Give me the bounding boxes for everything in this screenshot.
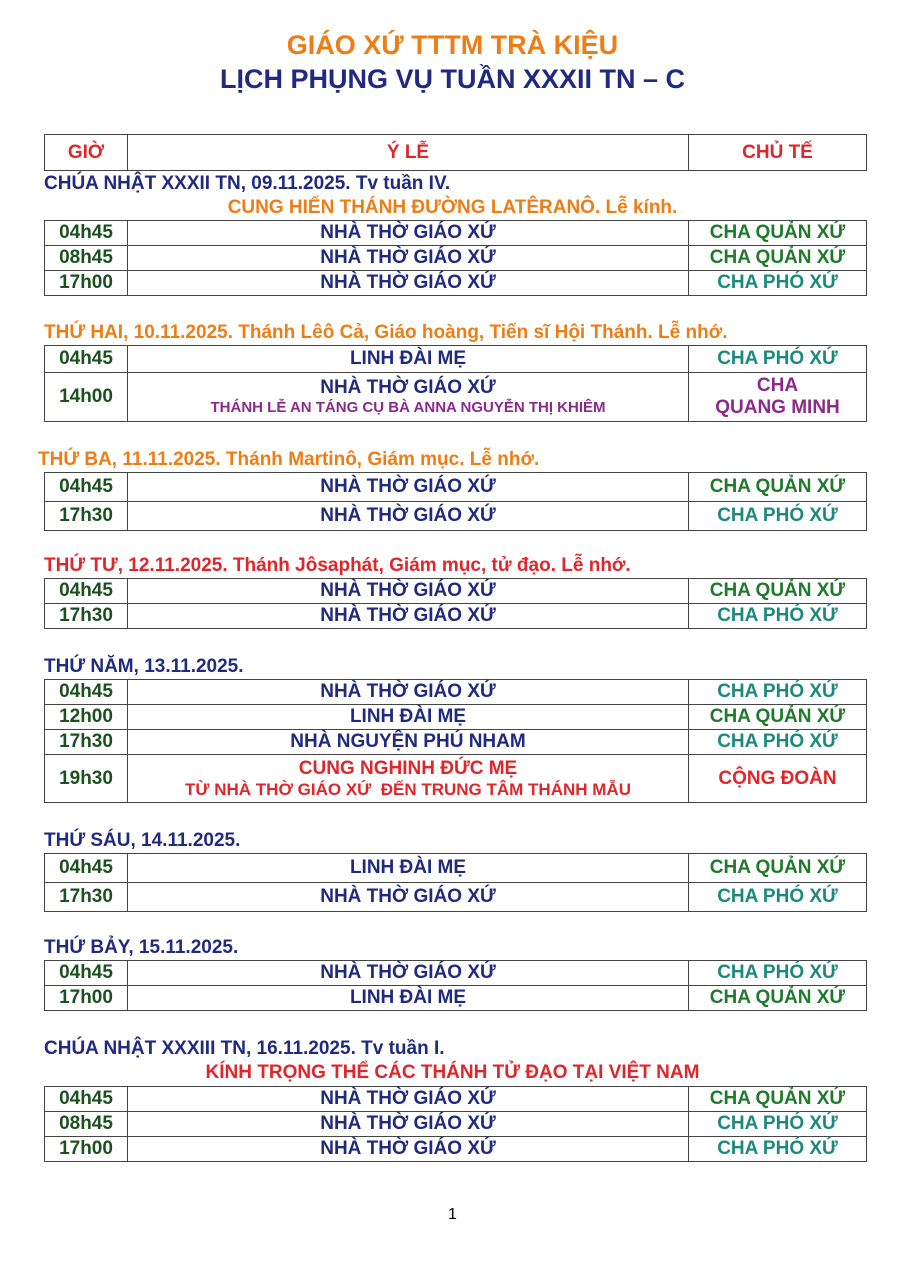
table-row (45, 246, 867, 271)
header-celebrant: CHỦ TẾ (689, 135, 867, 171)
place-cell: NHÀ THỜ GIÁO XỨ (128, 473, 689, 502)
place-cell: NHÀ NGUYỆN PHÚ NHAM (128, 730, 689, 755)
celebrant-cell: CHA PHÓ XỨ (689, 883, 867, 912)
place-cell: NHÀ THỜ GIÁO XỨ (128, 604, 689, 629)
table-row (45, 346, 867, 373)
celebrant-cell (689, 373, 867, 422)
page-number: 1 (448, 1206, 457, 1223)
day-heading: CHÚA NHẬT XXXIII TN, 16.11.2025. Tv tuần I. (44, 1038, 445, 1059)
time-cell: 04h45 (45, 961, 128, 986)
time-cell: 14h00 (45, 373, 128, 422)
celebrant-cell: CHA QUẢN XỨ (689, 1087, 867, 1112)
place-cell: NHÀ THỜ GIÁO XỨ (128, 1087, 689, 1112)
time-cell: 04h45 (45, 680, 128, 705)
celebrant-cell: CHA QUẢN XỨ (689, 705, 867, 730)
day-table (44, 345, 867, 422)
table-row (45, 221, 867, 246)
celebrant-cell: CHA QUẢN XỨ (689, 579, 867, 604)
time-cell: 17h00 (45, 986, 128, 1011)
day-heading: THỨ TƯ, 12.11.2025. Thánh Jôsaphát, Giám mục, tử đạo. Lễ nhớ. (44, 555, 631, 576)
table-row (45, 473, 867, 502)
celebrant-cell: CHA PHÓ XỨ (689, 502, 867, 531)
place-main: NHÀ THỜ GIÁO XỨ (320, 377, 496, 398)
place-main: CUNG NGHINH ĐỨC MẸ (298, 757, 518, 779)
celebrant-cell: CHA QUẢN XỨ (689, 246, 867, 271)
table-row (45, 961, 867, 986)
table-row (45, 755, 867, 803)
place-cell: LINH ĐÀI MẸ (128, 986, 689, 1011)
celebrant-line-2: QUANG MINH (715, 397, 840, 418)
place-cell: NHÀ THỜ GIÁO XỨ (128, 579, 689, 604)
day-heading: THỨ HAI, 10.11.2025. Thánh Lêô Cả, Giáo hoàng, Tiến sĩ Hội Thánh. Lễ nhớ. (44, 322, 728, 343)
table-row (45, 1137, 867, 1162)
time-cell: 17h30 (45, 730, 128, 755)
place-cell (128, 373, 689, 422)
time-cell: 12h00 (45, 705, 128, 730)
table-row (45, 604, 867, 629)
schedule-header-table (44, 134, 867, 171)
time-cell: 19h30 (45, 755, 128, 803)
time-cell: 08h45 (45, 1112, 128, 1137)
feast-title: CUNG HIẾN THÁNH ĐƯỜNG LATÊRANÔ. Lễ kính. (227, 197, 678, 218)
place-cell: NHÀ THỜ GIÁO XỨ (128, 961, 689, 986)
day-table (44, 220, 867, 296)
day-table (44, 1086, 867, 1162)
place-cell: NHÀ THỜ GIÁO XỨ (128, 221, 689, 246)
celebrant-cell: CHA PHÓ XỨ (689, 730, 867, 755)
day-table (44, 472, 867, 531)
day-heading: THỨ SÁU, 14.11.2025. (44, 830, 241, 851)
celebrant-cell: CHA QUẢN XỨ (689, 854, 867, 883)
place-cell: LINH ĐÀI MẸ (128, 346, 689, 373)
celebrant-cell: CHA PHÓ XỨ (689, 604, 867, 629)
header-time: GIỜ (45, 135, 128, 171)
celebrant-cell: CHA QUẢN XỨ (689, 473, 867, 502)
celebrant-line-1: CHA (756, 375, 799, 396)
table-row (45, 373, 867, 422)
day-heading: THỨ BA, 11.11.2025. Thánh Martinô, Giám mục. Lễ nhớ. (38, 449, 540, 470)
schedule-title: LỊCH PHỤNG VỤ TUẦN XXXII TN – C (219, 64, 686, 94)
table-row (45, 502, 867, 531)
day-table (44, 853, 867, 912)
day-table (44, 578, 867, 629)
place-cell: NHÀ THỜ GIÁO XỨ (128, 1137, 689, 1162)
time-cell: 17h00 (45, 271, 128, 296)
place-cell: NHÀ THỜ GIÁO XỨ (128, 680, 689, 705)
day-heading: THỨ BẢY, 15.11.2025. (44, 937, 239, 958)
table-row (45, 986, 867, 1011)
table-row (45, 271, 867, 296)
place-cell: LINH ĐÀI MẸ (128, 854, 689, 883)
day-heading: CHÚA NHẬT XXXII TN, 09.11.2025. Tv tuần IV. (44, 173, 451, 194)
celebrant-cell: CHA PHÓ XỨ (689, 346, 867, 373)
time-cell: 17h30 (45, 502, 128, 531)
time-cell: 04h45 (45, 221, 128, 246)
day-heading: THỨ NĂM, 13.11.2025. (44, 656, 244, 677)
time-cell: 04h45 (45, 579, 128, 604)
place-cell: NHÀ THỜ GIÁO XỨ (128, 883, 689, 912)
place-cell: LINH ĐÀI MẸ (128, 705, 689, 730)
place-cell: NHÀ THỜ GIÁO XỨ (128, 246, 689, 271)
time-cell: 08h45 (45, 246, 128, 271)
day-table (44, 960, 867, 1011)
table-row (45, 730, 867, 755)
header-intention: Ý LỄ (128, 135, 689, 171)
table-row (45, 854, 867, 883)
time-cell: 17h30 (45, 604, 128, 629)
table-row (45, 883, 867, 912)
time-cell: 17h30 (45, 883, 128, 912)
celebrant-cell: CHA PHÓ XỨ (689, 271, 867, 296)
table-row (45, 1112, 867, 1137)
mass-note: THÁNH LỄ AN TÁNG CỤ BÀ ANNA NGUYỄN THỊ KHIÊM (210, 399, 606, 416)
time-cell: 04h45 (45, 854, 128, 883)
time-cell: 04h45 (45, 473, 128, 502)
time-cell: 17h00 (45, 1137, 128, 1162)
header-row (45, 135, 867, 171)
celebrant-cell: CHA QUẢN XỨ (689, 986, 867, 1011)
table-row (45, 579, 867, 604)
place-cell: NHÀ THỜ GIÁO XỨ (128, 1112, 689, 1137)
table-row (45, 680, 867, 705)
table-row (45, 1087, 867, 1112)
place-cell: NHÀ THỜ GIÁO XỨ (128, 271, 689, 296)
celebrant-cell: CHA PHÓ XỨ (689, 1137, 867, 1162)
celebrant-cell: CỘNG ĐOÀN (689, 755, 867, 803)
celebrant-cell: CHA PHÓ XỨ (689, 961, 867, 986)
time-cell: 04h45 (45, 346, 128, 373)
table-row (45, 705, 867, 730)
parish-title: GIÁO XỨ TTTM TRÀ KIỆU (286, 30, 619, 60)
time-cell: 04h45 (45, 1087, 128, 1112)
day-table (44, 679, 867, 803)
procession-note: TỪ NHÀ THỜ GIÁO XỨ ĐẾN TRUNG TÂM THÁNH MẪU (185, 779, 631, 799)
celebrant-cell: CHA QUẢN XỨ (689, 221, 867, 246)
feast-title: KÍNH TRỌNG THỂ CÁC THÁNH TỬ ĐẠO TẠI VIỆT NAM (205, 1062, 700, 1083)
celebrant-cell: CHA PHÓ XỨ (689, 680, 867, 705)
place-cell (128, 755, 689, 803)
celebrant-cell: CHA PHÓ XỨ (689, 1112, 867, 1137)
place-cell: NHÀ THỜ GIÁO XỨ (128, 502, 689, 531)
